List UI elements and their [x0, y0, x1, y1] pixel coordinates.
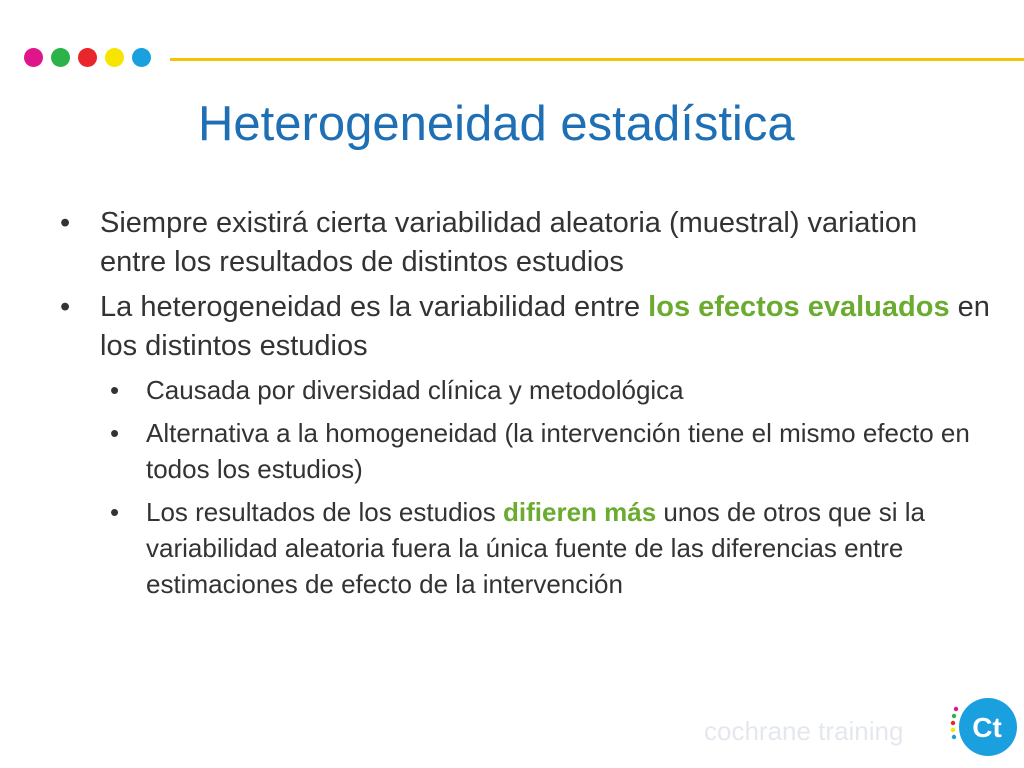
header-dot — [24, 48, 43, 67]
bullet-text: Causada por diversidad clínica y metodológica — [146, 375, 684, 405]
bullet-dot-icon: • — [110, 418, 120, 448]
bullet-item-level-2 — [60, 372, 990, 408]
slide-title: Heterogeneidad estadística — [198, 97, 795, 151]
header-dot — [132, 48, 151, 67]
bullet-dot-icon: • — [110, 375, 120, 405]
highlighted-text: los efectos evaluados — [648, 291, 950, 323]
bullet-item-level-1 — [60, 288, 990, 366]
bullet-item-level-2 — [60, 494, 990, 602]
header-dot — [51, 48, 70, 67]
header-divider-line — [170, 58, 1024, 61]
header-dot — [105, 48, 124, 67]
header-dot — [78, 48, 97, 67]
bullet-item-level-2 — [60, 415, 990, 487]
logo-text: Ct — [972, 712, 1002, 743]
bullet-text: Alternativa a la homogeneidad (la intervención tiene el mismo efecto en todos los estudios) — [146, 418, 970, 484]
cochrane-training-logo-icon — [950, 694, 1018, 758]
footer-brand-text: cochrane training — [704, 716, 904, 746]
bullet-text: Los resultados de los estudios — [146, 497, 503, 527]
bullet-text: La heterogeneidad es la variabilidad entre — [100, 291, 649, 323]
bullet-text: unos de otros que si la variabilidad aleatoria fuera la única fuente de las diferencias entre estimaciones de efecto de la intervención — [146, 497, 926, 599]
bullet-text: en los distintos estudios — [100, 291, 990, 362]
bullet-dot-icon: • — [60, 291, 71, 323]
bullet-list — [60, 204, 990, 609]
bullet-text: Siempre existirá cierta variabilidad aleatoria (muestral) variation entre los resultados de distintos estudios — [100, 207, 918, 278]
bullet-dot-icon: • — [110, 497, 120, 527]
highlighted-text: difieren más — [503, 497, 657, 527]
header-color-dots — [24, 48, 151, 67]
bullet-item-level-1 — [60, 204, 990, 282]
bullet-dot-icon: • — [60, 207, 71, 239]
